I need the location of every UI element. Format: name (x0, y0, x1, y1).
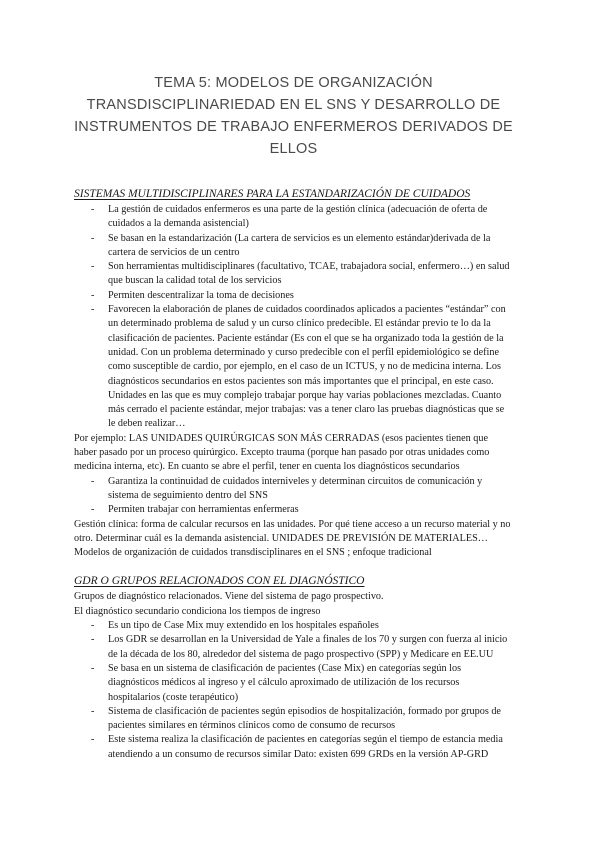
list-item: - Sistema de clasificación de pacientes según episodios de hospitalización, formado por grupos de pacientes similares en términos clínicos como de consumo de recursos (74, 705, 513, 734)
gdr-intro-line-2: El diagnóstico secundario condiciona los tiempos de ingreso (74, 605, 321, 617)
list-item: - Permiten descentralizar la toma de decisiones (74, 289, 513, 303)
section-gdr (74, 574, 513, 762)
paragraph-gestion-clinica: Gestión clínica: forma de calcular recursos en las unidades. Por qué tiene acceso a un recurso material y no otro. Determinar cuál es la demanda asistencial. UNIDADES DE PREVISIÓN DE MATERIALES… (74, 518, 511, 544)
list-item: - Favorecen la elaboración de planes de cuidados coordinados aplicados a pacientes “estándar” con un determinado problema de salud y un curso clínico predecible. El estándar previo te lo da la clasificación de pacientes. Paciente estándar (Es con el que se ha organizado toda la gestión de la unidad. Con un problema determinado y curso predecible con el perfil epidemiológico se define como susceptible de cardio, por ejemplo, en el caso de un ICTUS, y no de medicina interna. Los diagnósticos secundarios en estos pacientes son más importantes que el principal, en este caso. Unidades en las que es muy complejo trabajar porque hay varias poblaciones mezcladas. Cuanto más cerrado el paciente estándar, mejor trabajas: vas a tener claro las pruebas diagnósticas que se le deben realizar… (74, 303, 513, 432)
list-item: - Se basa en un sistema de clasificación de pacientes (Case Mix) en categorías según los diagnósticos médicos al ingreso y el cálculo aproximado de utilización de los recursos hospitalarios (coste terapéutico) (74, 662, 513, 705)
title-line-2: INSTRUMENTOS DE TRABAJO ENFERMEROS DERIVADOS DE ELLOS (74, 119, 513, 157)
list-item: - Los GDR se desarrollan en la Universidad de Yale a finales de los 70 y surgen con fuerza al inicio de la década de los 80, alrededor del sistema de pago prospectivo (SPP) y Medicare en EE.UU (74, 633, 513, 662)
bullet-list-a (74, 203, 513, 432)
bullet-list-gdr (74, 619, 513, 762)
list-item: - Se basan en la estandarización (La cartera de servicios es un elemento estándar)derivada de la cartera de servicios de un centro (74, 232, 513, 261)
paragraph-modelos: Modelos de organización de cuidados transdisciplinares en el SNS ; enfoque tradicional (74, 547, 432, 559)
document-title (74, 72, 513, 160)
list-item: - La gestión de cuidados enfermeros es una parte de la gestión clínica (adecuación de oferta de cuidados a la demanda asistencial) (74, 203, 513, 232)
gdr-intro-line-1: Grupos de diagnóstico relacionados. Viene del sistema de pago prospectivo. (74, 591, 384, 603)
list-item: - Permiten trabajar con herramientas enfermeras (74, 503, 513, 517)
list-item: - Este sistema realiza la clasificación de pacientes en categorías según el tiempo de estancia media atendiendo a un consumo de recursos similar Dato: existen 699 GRDs en la versión AP-GRD (74, 733, 513, 762)
list-item: - Garantiza la continuidad de cuidados interniveles y determinan circuitos de comunicación y sistema de seguimiento dentro del SNS (74, 475, 513, 504)
section-heading-gdr: GDR O GRUPOS RELACIONADOS CON EL DIAGNÓSTICO (74, 575, 365, 588)
list-item: - Es un tipo de Case Mix muy extendido en los hospitales españoles (74, 619, 513, 633)
paragraph-example: Por ejemplo: LAS UNIDADES QUIRÚRGICAS SON MÁS CERRADAS (esos pacientes tienen que haber pasado por un proceso quirúrgico. Excepto trauma (porque han pasado por otras unidades como medicina interna, etc). En cuanto se abre el perfil, tener en cuenta los diagnósticos secundarios (74, 432, 490, 473)
bullet-list-b (74, 475, 513, 518)
list-item: - Son herramientas multidisciplinares (facultativo, TCAE, trabajadora social, enfermero…) en salud que buscan la calidad total de los servicios (74, 260, 513, 289)
section-heading-multidisciplinary: SISTEMAS MULTIDISCIPLINARES PARA LA ESTANDARIZACIÓN DE CUIDADOS (74, 188, 471, 200)
section-multidisciplinary (74, 187, 513, 560)
title-line-1: TEMA 5: MODELOS DE ORGANIZACIÓN TRANSDISCIPLINARIEDAD EN EL SNS Y DESARROLLO DE (86, 75, 501, 113)
